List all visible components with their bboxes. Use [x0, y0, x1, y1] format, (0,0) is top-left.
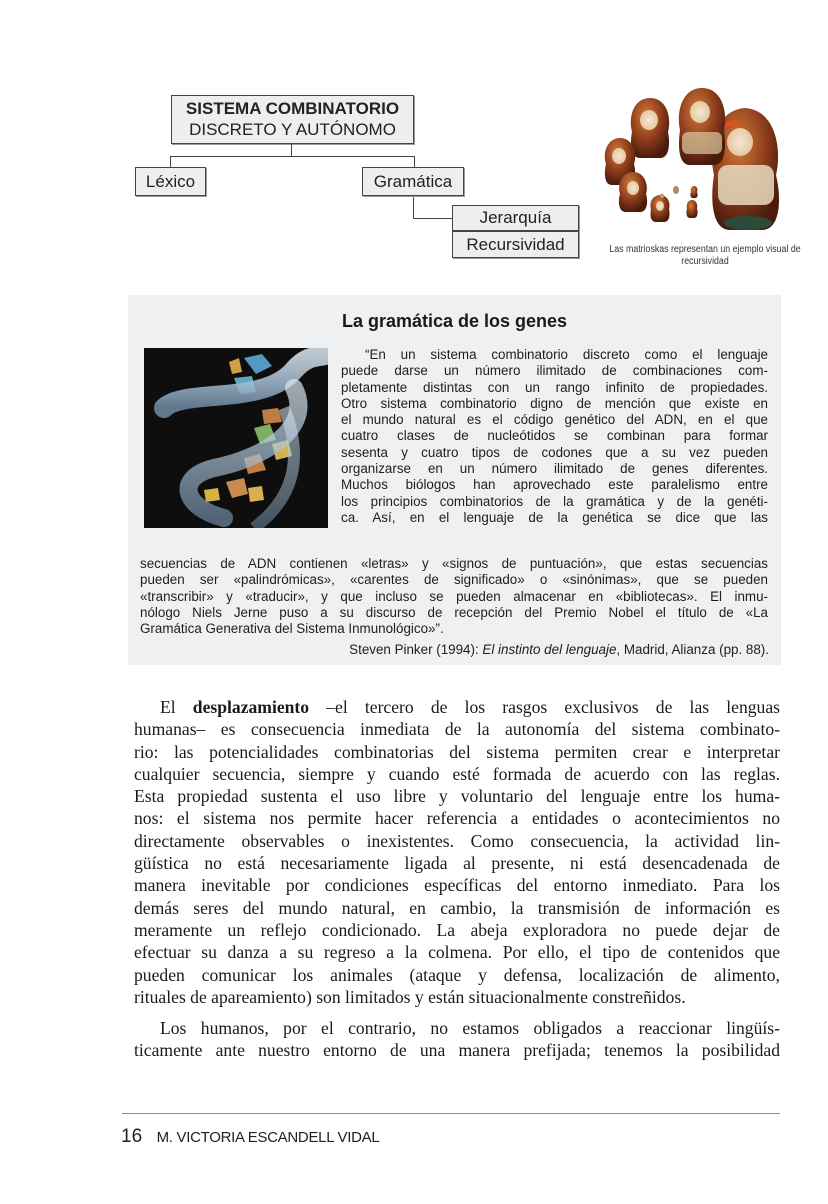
- text-run: El: [160, 697, 193, 717]
- quote-line: Muchos biólogos han aprovechado este paralelismo entre: [341, 477, 768, 493]
- combinatorial-system-diagram: [0, 0, 600, 270]
- body-line: Los humanos, por el contrario, no estamos obligados a reaccionar lingüís-: [160, 1018, 780, 1039]
- body-line: efectuar su danza a su regreso a la colmena. Por ello, el tipo de contenidos que: [134, 942, 780, 963]
- quote-line: el mundo natural es el código genético del ADN, en el que: [341, 412, 768, 428]
- body-line: nos: el sistema nos permite hacer referencia a entidades o acontecimientos no: [134, 808, 780, 829]
- diagram-root-line2: DISCRETO Y AUTÓNOMO: [189, 120, 396, 139]
- paragraph-displacement: [134, 696, 780, 1008]
- body-line: directamente observables o inexistentes. Como consecuencia, la actividad lin-: [134, 830, 780, 851]
- quote-line: puede darse un número ilimitado de combinaciones com-: [341, 363, 768, 379]
- dna-helix-photo: [144, 348, 328, 528]
- text-run: –el tercero de los rasgos exclusivos de las lenguas: [309, 697, 780, 717]
- body-line: pueden comunicar los animales (ataque y defensa, localización de alimento,: [134, 964, 780, 985]
- body-line: Esta propiedad sustenta el uso libre y voluntario del lenguaje entre los huma-: [134, 786, 780, 807]
- connector-line: [413, 196, 414, 218]
- body-line: demás seres del mundo natural, en cambio, la transmisión de información es: [134, 897, 780, 918]
- connector-line: [291, 144, 292, 156]
- diagram-recursividad-box: Recursividad: [452, 231, 579, 258]
- connector-line: [170, 156, 415, 157]
- footer-author: M. VICTORIA ESCANDELL VIDAL: [156, 1129, 380, 1146]
- dna-helix-icon: [144, 348, 328, 528]
- connector-line: [413, 218, 452, 219]
- connector-line: [414, 156, 415, 167]
- body-line: ticamente ante nuestro entorno de una manera prefijada; tenemos la posibilidad: [134, 1040, 780, 1061]
- quote-line: pletamente distintas con un rango infinito de propiedades.: [341, 379, 768, 395]
- connector-line: [170, 156, 171, 167]
- source-publisher: , Madrid, Alianza (pp. 88).: [616, 642, 769, 657]
- body-line: manera inevitable por condiciones específicas del entorno inmediato. Para los: [134, 875, 780, 896]
- footer-rule: [122, 1113, 780, 1114]
- body-line: cualquier secuencia, siempre y cuando esté formada de acuerdo con las reglas.: [134, 763, 780, 784]
- quote-line: pueden ser «palindrómicas», «carentes de significado» o «sinónimas», que se pueden: [140, 572, 768, 588]
- source-author: Steven Pinker (1994):: [349, 642, 483, 657]
- quote-line: “En un sistema combinatorio discreto como el lenguaje: [365, 347, 768, 362]
- quote-line: Otro sistema combinatorio digno de mención que existe en: [341, 395, 768, 411]
- term-desplazamiento: desplazamiento: [192, 697, 310, 717]
- matrioska-icon: [590, 80, 790, 235]
- source-book-title: El instinto del lenguaje: [482, 642, 617, 657]
- quote-line: Gramática Generativa del Sistema Inmunológico»”.: [140, 621, 444, 637]
- body-line: humanas– es consecuencia inmediata de la autonomía del sistema combinato-: [134, 719, 780, 740]
- quote-line: los principios combinatorios de la gramática y de la genéti-: [341, 493, 768, 509]
- quote-line: cuatro clases de nucleótidos se combinan para formar: [341, 428, 768, 444]
- diagram-root-box: [171, 95, 414, 144]
- quote-line: nólogo Niels Jerne puso a su discurso de recepción del Premio Nobel el título de «La: [140, 604, 768, 620]
- body-line: güística no está necesariamente ligada al presente, ni está desencadenada de: [134, 853, 780, 874]
- quote-line: secuencias de ADN contienen «letras» y «signos de puntuación», que estas secuencias: [140, 556, 768, 571]
- diagram-root-line1: SISTEMA COMBINATORIO: [185, 99, 400, 118]
- quote-text-wrapped: [341, 347, 768, 526]
- quote-line: organizarse en un número ilimitado de genes diferentes.: [341, 461, 768, 477]
- matrioska-dolls-photo: [590, 80, 790, 235]
- quote-box-title: La gramática de los genes: [341, 311, 568, 331]
- body-line: meramente un reflejo condicionado. La abeja exploradora no puede dejar de: [134, 919, 780, 940]
- diagram-lexico-box: Léxico: [135, 167, 206, 196]
- diagram-jerarquia-box: Jerarquía: [452, 205, 579, 231]
- body-line: rio: las potencialidades combinatorias del sistema permiten crear e interpretar: [134, 741, 780, 762]
- body-line: [134, 696, 780, 718]
- body-text: [134, 696, 780, 1062]
- diagram-gramatica-box: Gramática: [362, 167, 464, 196]
- page-number: 16: [121, 1126, 143, 1147]
- quote-text-full: [140, 556, 768, 637]
- quote-box: [128, 295, 781, 665]
- quote-source: [349, 642, 769, 657]
- body-line: rituales de apareamiento) son limitados y están situacionalmente constreñidos.: [134, 986, 686, 1007]
- page-footer: [121, 1126, 379, 1148]
- matrioska-caption: Las matrioskas representan un ejemplo visual de recursividad: [609, 244, 801, 267]
- quote-line: sesenta y cuatro tipos de codones que a su vez pueden: [341, 444, 768, 460]
- quote-line: «transcribir» y «traducir», y que incluso se pueden almacenar en «bibliotecas». El inmu-: [140, 588, 768, 604]
- paragraph-humans: [134, 1017, 780, 1062]
- quote-line: ca. Así, en el lenguaje de la genética se dice que las: [341, 509, 768, 525]
